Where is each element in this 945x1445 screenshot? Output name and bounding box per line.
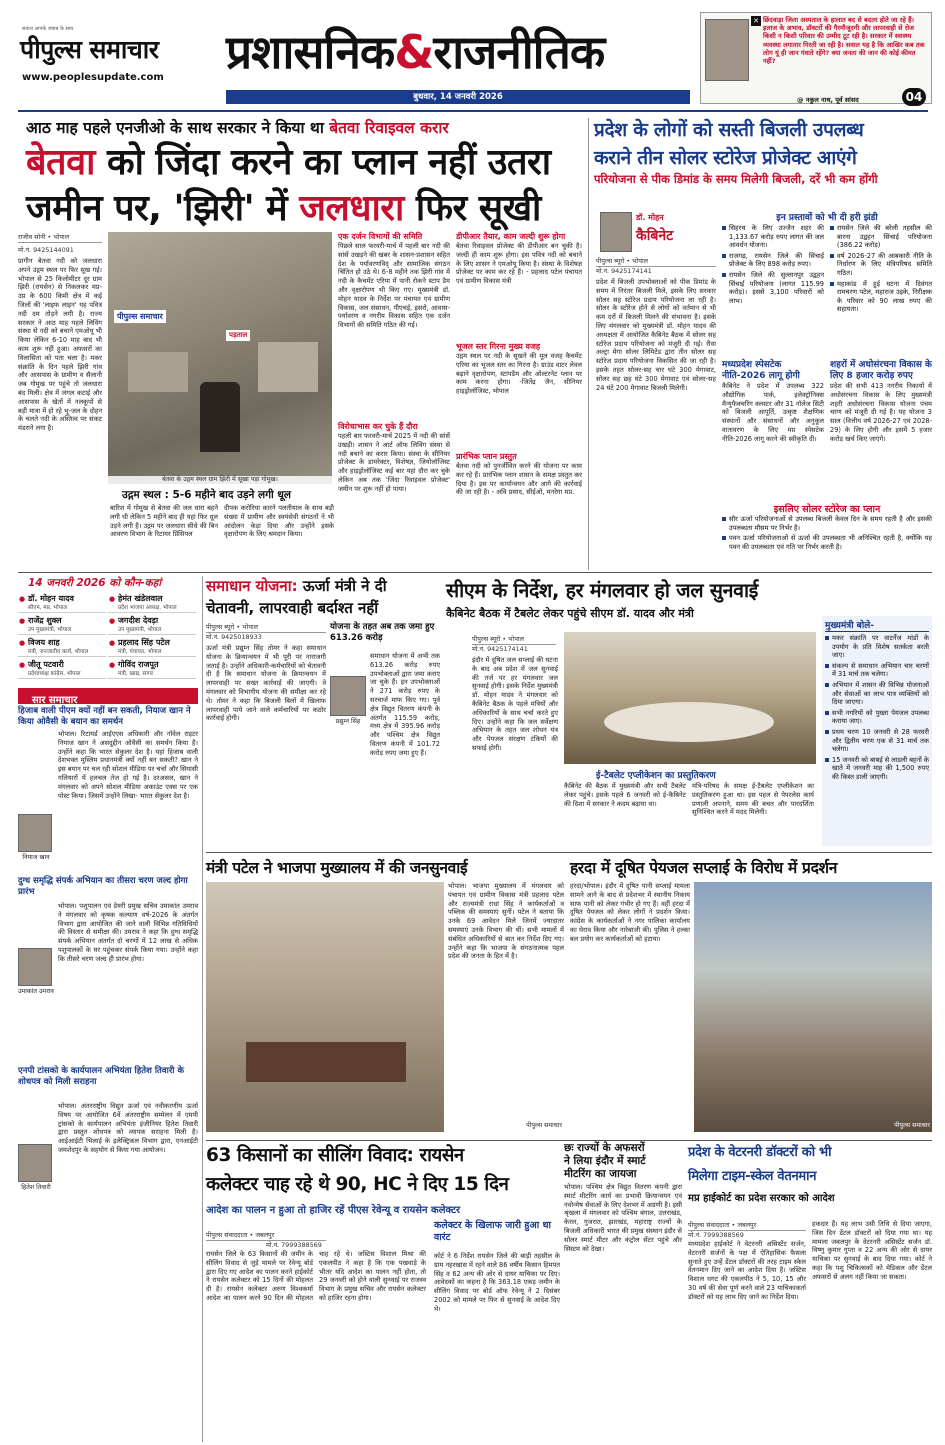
kisan-story — [206, 1142, 560, 1442]
vet-headline-2: मिलेगा टाइम-स्केल वेतनमान — [688, 1169, 817, 1184]
urban-block — [830, 360, 932, 500]
betwa-story — [18, 114, 584, 568]
location-pin-icon: ● — [109, 661, 116, 669]
samadhan-mobile: मो.नं. 9425018933 — [206, 633, 262, 641]
brand-name: पीपुल्स समाचार — [20, 35, 159, 64]
patel-caption: पीपुल्स समाचार — [526, 1122, 562, 1129]
groundwater-sub: भूजल स्तर गिरना मुख्य वजह — [456, 342, 541, 351]
tomar-photo — [330, 676, 366, 716]
who-where-card — [18, 658, 106, 679]
cm-said-list — [825, 634, 929, 782]
vet-story — [688, 1142, 932, 1442]
saar-t1: भोपाल। रिटायर्ड आईएएस अधिकारी और नॉवेल राइटर नियाज खान ने असदुद्दीन ओवैसी का समर्थन किया है। उन्होंने कहा कि भारत सेकुलर देश है। यहां हिजाब वाली देशभक्त मुस्लिम प्रधानमंत्री क्यों नहीं बन सकती? खान ने इस बयान पर चल रही सोशल मीडिया पर चर्चा और सियासी गलियारों में हलचल तेज हो गई है। दरअसल, खान ने मंगलवार को अपने सोशल मीडिया अकाउंट एक्स पर एक पोस्ट किया। जिसमें उन्होंने लिखा- भारत सेकुलर देश है। — [58, 730, 198, 800]
hitesh-photo — [18, 1144, 52, 1182]
kisan-mobile: मो.नं. 7999388569 — [266, 1241, 322, 1249]
storage-sub: इसलिए सोलर स्टोरेज का प्लान — [773, 504, 881, 515]
samadhan-kicker: समाधान योजना: — [206, 577, 298, 595]
samadhan-side-text: समाधान योजना में अभी तक 613.26 करोड़ रुपए उपभोक्ताओं द्वारा जमा कराए जा चुके हैं। इन उपभोक्ताओं ने 271 करोड़ रुपए के सरचार्ज माफ किए गए। पूर्व क्षेत्र विद्युत वितरण कंपनी के अंतर्गत 115.59 करोड़, मध्य क्षेत्र में 395.96 करोड़ और पश्चिम क्षेत्र विद्युत वितरण कंपनी में 101.72 करोड़ रुपए जमा हुए हैं। — [370, 652, 440, 757]
who-place: प्रदेश भाजपा अध्यक्ष, भोपाल — [118, 605, 177, 611]
cm-said-box — [822, 616, 932, 846]
samadhan-byline: पीपुल्स ब्यूरो • भोपाल — [206, 622, 326, 633]
betwa-col3 — [456, 232, 582, 568]
samadhan-side-head: योजना के तहत अब तक जमा हुए 613.26 करोड़ — [330, 622, 435, 643]
who-place: मंत्री, जनजातीय कार्य, भोपाल — [28, 649, 89, 655]
cm-said-title: मुख्यमंत्री बोले- — [825, 618, 929, 632]
betwa-photo-caption: बेतवा के उद्गम स्थल ग्राम झिरी में सूखा पड़ा गोमुख। — [108, 476, 332, 484]
betwa-headline-2-red: जलधारा — [299, 188, 404, 229]
smart-headline-1: छः राज्यों के अफसरों — [564, 1142, 645, 1154]
samadhan-side-text-more — [330, 732, 440, 842]
cm-jal-bottom-left: कैबिनेट की बैठक में मुख्यमंत्री और सभी टैबलेट लेकर पहुंचे। इसके पहले 6 जनवरी को ई-कैबिनेट की दिशा में सरकार ने कदम बढ़ाया था। — [564, 782, 686, 808]
betwa-author: राजीव सोनी • भोपाल — [18, 232, 102, 243]
umrav-photo — [18, 948, 52, 986]
who-name: गोविंद राजपूत — [118, 660, 159, 669]
proposals-title: इन प्रस्तावों को भी दी हरी झंडी — [776, 213, 878, 223]
proposal-item: वर्ष 2026-27 की आबकारी नीति के निर्धारण के लिए मंत्रिपरिषद समिति गठित। — [830, 252, 932, 278]
cm-photo — [600, 212, 632, 252]
saar-t2: भोपाल। पशुपालन एवं डेयरी प्रमुख सचिव उमाकांत उमराव ने मंगलवार को कृषक कल्याण वर्ष-2026 के अंतर्गत विभाग द्वारा आयोजित की जाने वाली विभिन्न गतिविधियों की विस्तार से समीक्षा की। उमराव ने कहा कि दुग्ध समृद्धि संपर्क अभियान अंतर्गत दो चरणों में 12 लाख से अधिक पशुपालकों के घर पहुंचकर संपर्क किया गया। उन्होंने कहा कि तीसरे चरण जल्द ही प्रारंभ होगा। — [58, 902, 198, 963]
who-where-card — [108, 614, 196, 635]
who-place: मंत्री, खाद्य, सागर — [118, 671, 154, 677]
betwa-col1 — [18, 232, 102, 562]
location-pin-icon: ● — [19, 661, 26, 669]
who-where-card — [18, 592, 106, 613]
proposals-box — [722, 210, 932, 360]
gomukh-opening — [200, 382, 240, 452]
column-divider — [202, 576, 203, 1442]
location-pin-icon: ● — [109, 639, 116, 647]
quote-text: छिंदवाड़ा जिला अस्पताल के हालात बद से बदतर होते जा रहे हैं। इलाज के अभाव, डॉक्टरों की गैरमौजूदगी और लापरवाही से रोज किसी न किसी परिवार की उम्मीद टूट रही है। सरकार में स्वास्थ्य व्यवस्था लगातार गिरती जा रही है। सवाल यह है कि आखिर कब तक लोग यूं ही जान गंवाते रहेंगे? क्या जनता की जान की कोई कीमत नहीं? — [763, 16, 925, 66]
photo-stamp-label: पड़ताल — [226, 330, 250, 341]
umrav-caption: उमाकांत उमराव — [18, 988, 54, 995]
betwa-headline-1 — [26, 136, 551, 185]
committee-sub: एक दर्जन विभागों की समिति — [338, 232, 423, 241]
betwa-headline-2 — [26, 182, 541, 231]
betwa-headline-2b: फिर सूखी — [415, 188, 541, 229]
dpr-text: बेतवा रिवाइवल प्रोजेक्ट की डीपीआर बन चुकी है। जल्दी ही काम शुरू होगा। इस पवित्र नदी को बचाने के लिए शासन ने एमओयू किया है। संस्था के विशेषज्ञ प्रोजेक्ट पर काम कर रहे हैं। - प्रहलाद पटेल पंचायत एवं ग्रामीण विकास मंत्री — [456, 242, 582, 286]
solar-story — [594, 114, 932, 570]
samadhan-headline-2: चेतावनी, लापरवाही बर्दाश्त नहीं — [206, 599, 379, 617]
harda-headline: हरदा में दूषित पेयजल सप्लाई के विरोध में प्रदर्शन — [570, 859, 838, 877]
who-place: उप मुख्यमंत्री, भोपाल — [118, 627, 162, 633]
vet-body: मध्यप्रदेश हाईकोर्ट ने वेटरनरी असिस्टेंट सर्जन, वेटरनरी सर्जनों के पक्ष में ऐतिहासिक फैसला सुनाते हुए उन्हें डेंटल डॉक्टरों की तरह टाइम स्केल वेतनमान दिए जाने का आदेश दिया है। जस्टिस विशाल धगट की एकलपीठ ने 5, 10, 15 और 30 वर्ष की सेवा पूर्ण करने वाले 23 याचिकाकर्ता डॉक्टरों को यह लाभ दिए जाने का निर्देश दिया। — [688, 1240, 806, 1301]
cm-jal-headline: सीएम के निर्देश, हर मंगलवार हो जल सुनवाई — [446, 579, 758, 602]
saar-section — [18, 688, 198, 1440]
cm-jal-story — [446, 576, 932, 848]
cabinet-table — [604, 702, 774, 742]
betwa-mobile: मो.नं. 9425144091 — [18, 246, 74, 254]
who-place: सीएम, मप्र, भोपाल — [28, 605, 68, 611]
cm-jal-mobile: मो.नं. 9425174141 — [472, 645, 528, 653]
dpr-sub: डीपीआर तैयार, काम जल्दी शुरू होगा — [456, 232, 566, 241]
location-pin-icon: ● — [19, 639, 26, 647]
saar-title: सार समाचार — [32, 695, 78, 706]
committee-text: पिछले साल फरवरी-मार्च में पहली बार नदी की सांसें उखड़ने की खबर के शासन-प्रशासन सहित देश के पर्यावरणविद् और सामाजिक संगठन चिंतित हो उठे थे। 6-8 महीने तक झिरी गांव में नदी के कैचमेंट एरिया में पानी रोकने स्टाप डैम और वृक्षारोपण भी किए गए। मुख्यमंत्री डॉ. मोहन यादव के निर्देश पर पंचायत एवं ग्रामीण विकास, जल संसाधन, पीएचई, इसरो, आवास-पर्यावरण व नगरीय विकास सहित एक दर्जन विभागों की समिति गठित की गई। — [338, 242, 450, 330]
origin-text-2: दीपक करोरिया कारने पलतीयाल के साथ बड़ी संख्या में ग्रामीण और स्वयंसेवी संगठनों ने भी आंदोलन केड़ा दिया और उन्होंने इसके वृक्षारोपण के लिए श्रमदान किया। — [224, 504, 334, 539]
section-title-part1: प्रशासनिक — [226, 25, 395, 79]
proposals-left-list — [722, 224, 824, 305]
tomar-caption: प्रद्युम्न सिंह — [335, 718, 361, 725]
who-where-card — [108, 658, 196, 679]
solar-deck: परियोजना से पीक डिमांड के समय मिलेगी बिजली, दरें भी कम होंगी — [594, 172, 878, 186]
patel-story — [206, 856, 564, 1138]
storage-item: पवन ऊर्जा परियोजनाओं से ऊर्जा की उपलब्धता भी अनिश्चित रहती है, क्योंकि यह पवन की उपलब्धता एवं गति पर निर्भर करती है। — [722, 534, 932, 551]
patel-body: भोपाल। भाजपा मुख्यालय में मंगलवार को पंचायत एवं ग्रामीण विकास मंत्री प्रहलाद पटेल और राज्यमंत्री राधा सिंह ने कार्यकर्ताओं व पब्लिक की समस्याएं सुनीं। पटेल ने बताया कि उनके 69 आवेदन मिले जिनमें ज्यादातर समस्याएं उनके विभाग की थीं। सभी मामलों में संबंधित अधिकारियों से बात कर निर्देश दिए गए। उन्होंने कहा कि भाजपा के संगठनात्मक पहल प्रदेश की जनता के हित में है। — [448, 882, 564, 961]
cm-said-item: प्रथम चरण 10 जनवरी से 28 फरवरी और द्वितीय चरण एक से 31 मार्च तक चलेगा। — [825, 728, 929, 754]
storage-list — [722, 515, 932, 551]
brand-tagline: सवाल आपके जवाब के साथ — [22, 26, 74, 32]
cm-said-item: 15 जनवरी को बाबई से लाडली बहनों के खाते में जनवरी माह की 1,500 रुपए की किस्त डाली जाएगी। — [825, 756, 929, 782]
who-where-title: 14 जनवरी 2026 को कौन-कहां — [28, 577, 162, 589]
location-pin-icon: ● — [109, 617, 116, 625]
harda-photo — [694, 882, 932, 1132]
location-pin-icon: ● — [19, 617, 26, 625]
who-place: मंत्री, पंचायत, भोपाल — [118, 649, 162, 655]
groundwater-text: उद्गम स्थल पर नदी के सूखने की मूल वजह कैचमेंट एरिया का भूजल स्तर का गिरना है। ग्राउंड वाटर लेवल बढ़ाने वृक्षारोपण, स्टापडैम और ऑल्टरनेट प्लान पर काम करना होगा। -जितेंद्र जैन, सीनियर हाइड्रोलॉजिस्ट, भोपाल — [456, 352, 582, 396]
cabinet-photo — [564, 632, 816, 764]
who-place: प्रदेशाध्यक्ष कांग्रेस, भोपाल — [28, 671, 81, 677]
solar-headline-1: प्रदेश के लोगों को सस्ती बिजली उपलब्ध — [594, 119, 864, 141]
date-text: बुधवार, 14 जनवरी 2026 — [413, 92, 503, 102]
horizontal-rule — [206, 852, 932, 853]
brand-logo[interactable] — [20, 32, 158, 66]
niyaz-photo — [18, 814, 52, 852]
who-place: उप मुख्यमंत्री, भोपाल — [28, 627, 72, 633]
plan-text: बेतवा नदी को पुनर्जीवित करने की योजना पर काम कर रहे हैं। प्रारंभिक प्लान शासन के समक्ष प्रस्तुत कर दिया है। इस पर कार्यान्वयन और आगे की कार्रवाई की जा रही है। - अवि प्रसाद, सीईओ, मनरेगा मप्र. — [456, 462, 582, 497]
vet-mobile: मो.नं. 7999388569 — [688, 1231, 744, 1239]
who-where-card — [108, 636, 196, 657]
vet-body-2: हकदार हैं। यह लाभ उसी तिथि से दिया जाएगा, जिस दिन डेंटल डॉक्टरों को दिया गया था। यह मामला जबलपुर के वेटरनरी असिस्टेंट सर्जन डॉ. विष्णु कुमार गुप्ता व 22 अन्य की ओर से दायर याचिका पर सुनवाई के बाद दिया गया। कोर्ट ने कहा कि पशु चिकित्सकों को मेडिकल और डेंटल अफसरों से अलग नहीं किया जा सकता। — [812, 1220, 932, 1281]
saar-t3: भोपाल। अंतरराष्ट्रीय विद्युत ऊर्जा एवं नवीकरणीय ऊर्जा विषय पर आयोजित 6वें अंतरराष्ट्रीय सम्मेलन में एमपी ट्रांसको के कार्यपालन अभियंता इंजीनियर हितेश तिवारी द्वारा प्रस्तुत शोधपत्र को व्यापक सराहना मिली है। आईआईटी भिलाई के इलेक्ट्रिकल विभाग द्वारा, एनआईटी जमशेदपुर के सहयोग से किया गया आयोजन। — [58, 1102, 198, 1154]
samadhan-body: ऊर्जा मंत्री प्रद्युम्न सिंह तोमर ने कहा समाधान योजना के क्रियान्वयन में भी पूरी पर नाराजगी जताई है। उन्होंने अधिकारी-कर्मचारियों को चेतावनी दी है कि समाधान योजना के क्रियान्वयन में लापरवाही पर सख्त कार्रवाई की जाएगी। वे मंगलवार को विभागीय योजना की समीक्षा कर रहे थे। तोमर ने कहा कि बिजली बिलों में खिलाफ लापरवाही पाये जाने वाले कर्मचारियों पर कठोर कार्रवाई होगी। — [206, 644, 326, 723]
x-logo-icon: ✕ — [751, 16, 761, 26]
who-where-card — [18, 636, 106, 657]
patel-photo — [206, 882, 444, 1132]
cm-said-item: सभी नगरियों को पुख्ता पेयजल उपलब्ध कराया जाए। — [825, 709, 929, 726]
spacetech-sub: मध्यप्रदेश स्पेसटेक नीति-2026 लागू होगी — [722, 360, 800, 381]
contradiction-sub: विरोधाभास कर चुके हैं दौरा — [338, 422, 418, 431]
cm-jal-deck: कैबिनेट बैठक में टैबलेट लेकर पहुंचे सीएम डॉ. यादव और मंत्री — [446, 607, 694, 620]
who-where-card — [108, 592, 196, 613]
cm-jal-body: इंदौर में दूषित जल सप्लाई की घटना के बाद अब प्रदेश में जल सुनवाई की तर्ज पर हर मंगलवार जल सुनवाई होगी। इसके निर्देश मुख्यमंत्री डॉ. मोहन यादव ने मंगलवार को कैबिनेट बैठक के पहले मंत्रियों और अधिकारियों के साथ चर्चा करते हुए दिए। उन्होंने कहा कि जल सर्वेक्षण अभियान के तहत जल शोधन यंत्र और पेयजल संरक्षण टंकियों की सफाई होगी। — [472, 656, 558, 752]
vet-byline: पीपुल्स संवाददाता • जबलपुर — [688, 1220, 806, 1231]
photo-stamp-logo: पीपुल्स समाचार — [114, 310, 166, 323]
site-url[interactable]: www.peoplesupdate.com — [22, 72, 164, 83]
proposals-right-list — [830, 224, 932, 314]
proposal-item: महाकांड में हुई घटना में दिवंगत रामचरण पटेल, महाराज उइके, निरीक्षक के परिवार को 90 लाख रुपए की सहायता। — [830, 280, 932, 314]
harda-caption: पीपुल्स समाचार — [894, 1122, 930, 1129]
kisan-headline-1: 63 किसानों का सीलिंग विवाद: रायसेन — [206, 1145, 464, 1166]
masthead — [0, 0, 945, 114]
plan-sub: प्रारंभिक प्लान प्रस्तुत — [456, 452, 517, 461]
quote-box — [700, 12, 932, 104]
urban-text: प्रदेश की सभी 413 नगरीय निकायों में अधोसंरचना विकास के लिए मुख्यमंत्री शहरी अधोसंरचना विकास योजना पंचम चरण को मंजूरी दी गई है। यह योजना 3 साल (वित्तीय वर्ष 2026-27 एवं 2028-29) के लिए होगी और इसमें 5 हजार करोड़ खर्च किए जाएंगे। — [830, 382, 932, 443]
smart-headline-3: मीटरिंग का जायजा — [564, 1168, 637, 1180]
betwa-photo — [108, 232, 332, 484]
cm-label: कैबिनेट — [636, 228, 674, 244]
date-bar — [226, 90, 690, 104]
horizontal-rule — [206, 1140, 932, 1141]
stone-step — [128, 352, 188, 392]
kisan-headline-2: कलेक्टर चाह रहे थे 90, HC ने दिए 15 दिन — [206, 1174, 509, 1195]
contradiction-text: पहली बार फरवरी-मार्च 2025 में नदी की सांसें उखड़ी। शासन ने आर्ट ऑफ लिविंग संस्था से नदी बचाने का करार किया। संस्था के सीनियर प्रोजेक्ट के डायरेक्टर, विशेषज्ञ, जियोलॉजिस्ट और हाइड्रोलॉजिस्ट कई बार यहां दौरा कर चुके लेकिन अब तक 'जिंदा रिवाइवल प्रोजेक्ट' जमीन पर शुरू नहीं हो पाया। — [338, 432, 450, 493]
cm-jal-byline: पीपुल्स ब्यूरो • भोपाल — [472, 634, 556, 645]
kisan-side-text: कोर्ट ने 6 निर्देश रायसेन जिले की बाड़ी तहसील के ग्राम नहरखास में रहने वाले 86 वर्षीय किसान हिमपत सिंह व 62 अन्य की ओर से दायर याचिका पर दिए। आवेदकों का कहना है कि 363.18 एकड़ जमीन के सीलिंग विवाद पर बोर्ड ऑफ रेवेन्यू ने 2 दिसंबर 2002 को मामले पर फिर से सुनवाई के आदेश दिए थे। — [434, 1252, 560, 1313]
origin-label: उद्गम स्थल : 5-6 महीने बाद उड़ने लगी धूल — [122, 489, 291, 501]
quote-author-photo — [705, 19, 749, 81]
samadhan-headline-1 — [206, 576, 440, 596]
who-name: विजय शाह — [28, 638, 60, 647]
betwa-kicker-text: आठ माह पहले एनजीओ के साथ सरकार ने किया था — [26, 119, 324, 137]
kisan-side-head: कलेक्टर के खिलाफ जारी हुआ था वारंट — [434, 1220, 552, 1243]
cm-jal-caption: ई-टैबलेट एप्लीकेशन का प्रस्तुतिकरण — [596, 771, 716, 781]
who-where-card — [18, 614, 106, 635]
who-name: प्रहलाद सिंह पटेल — [118, 638, 170, 647]
section-title-amp: & — [394, 25, 434, 79]
saar-h2: दुग्ध समृद्धि संपर्क अभियान का तीसरा चरण जल्द होगा प्रारंभ — [18, 876, 188, 897]
solar-headline-2: कराने तीन सोलर स्टोरेज प्रोजेक्ट आएंगे — [594, 147, 857, 169]
smart-meter-story — [564, 1142, 682, 1442]
kisan-body: रायसेन जिले के 63 किसानों की जमीन के सीलिंग विवाद से जुड़े मामले पर रेवेन्यू बोर्ड द्वारा दिए गए आदेश का पालन करने हाईकोर्ट ने रायसेन कलेक्टर को 15 दिनों की मोहलत दी है। रायसेन कलेक्टर अरुण विश्वकर्मा आदेश का पालन करने 90 दिन की मोहलत चाह रहे थे। जस्टिस विशाल मिश्रा की एकलपीठ ने कहा है कि एक पखवाड़े के भीतर यदि आदेश का पालन नहीं होता, तो 29 जनवरी को होने वाली सुनवाई पर राजस्व विभाग के प्रमुख सचिव और रायसेन कलेक्टर को हाजिर रहना होगा। — [206, 1250, 426, 1302]
vet-deck: मप्र हाईकोर्ट का प्रदेश सरकार को आदेश — [688, 1193, 835, 1204]
who-name: जीतू पटवारी — [28, 660, 64, 669]
patel-desk — [246, 1042, 406, 1082]
section-title-part2: राजनीतिक — [433, 25, 605, 79]
samadhan-story — [206, 576, 440, 848]
quote-author: @ नकुल नाथ, पूर्व सांसद — [797, 96, 859, 104]
page-number: 04 — [902, 88, 926, 106]
proposal-item: राजगढ़, रायसेन जिले की सिंचाई प्रोजेक्ट के लिए 898 करोड़ रुपए। — [722, 252, 824, 269]
saar-h1: हिजाब वाली पीएम क्यों नहीं बन सकती, नियाज खान ने किया ओवैसी के बयान का समर्थन — [18, 706, 191, 727]
proposal-item: रायसेन जिले की बरेली तहसील की बारना उद्वहन सिंचाई परियोजना (386.22 करोड़) — [830, 224, 932, 250]
storage-block — [722, 502, 932, 568]
cm-said-item: संकल्प से समाधान अभियान चार चरणों में 31 मार्च तक चलेगा। — [825, 662, 929, 679]
spacetech-block — [722, 360, 824, 500]
samadhan-h1: ऊर्जा मंत्री ने दी — [302, 577, 387, 595]
betwa-headline-text: को जिंदा करने का प्लान नहीं उतरा — [106, 142, 551, 183]
horizontal-rule — [18, 572, 932, 573]
niyaz-caption: नियाज खान — [22, 854, 50, 861]
betwa-headline-2a: जमीन पर, 'झिरी' में — [26, 188, 288, 229]
stone-step — [258, 342, 318, 392]
vet-headline-1: प्रदेश के वेटरनरी डॉक्टरों को भी — [688, 1145, 832, 1160]
proposal-item: रायसेन जिले की सुल्तानपुर उद्वहन सिंचाई परियोजना (लागत 115.99 करोड़)। इससे 3,100 परिवारों को लाभ। — [722, 271, 824, 305]
betwa-kicker-red: बेतवा रिवाइवल करार — [329, 119, 449, 137]
cm-jal-bottom-right: मंत्रि-परिषद के समक्ष ई-टैबलेट एप्लीकेशन का प्रस्तुतिकरण हुआ था। इस पहल से पेपरलेस कार्य प्रणाली अपनाने, समय की बचत और पारदर्शिता सुनिश्चित करने में मदद मिलेगी। — [692, 782, 814, 817]
origin-text: बारिश में गोमुख से बेतवा की जल धारा बहने लगी थी लेकिन 5 महीने बाद ही यहां फिर धूल उड़ने लगी है। उद्गम पर जलधारा सीधे की बिन आवरण विभाग के रिटायर प्रिंसिपल — [110, 504, 218, 539]
solar-mobile: मो.नं. 9425174141 — [596, 267, 652, 275]
who-where-box — [18, 576, 198, 684]
harda-body: हरदा/भोपाल। इंदौर में दूषित पानी सप्लाई मामला सामने आने के बाद से प्रदेशभर में स्थानीय निकाय साफ पानी को लेकर गंभीर हो गए हैं। वहीं हरदा में दूषित पेयजल को लेकर लोगों ने प्रदर्शन किया। कांग्रेस के कार्यकर्ताओं ने नगर पालिका कार्यालय का घेराव किया और नारेबाजी की। पुलिस ने हल्का बल प्रयोग कर कार्यकर्ताओं को हटाया। — [570, 882, 690, 943]
proposals-right — [830, 224, 932, 316]
section-title — [226, 20, 604, 82]
kisan-deck: आदेश का पालन न हुआ तो हाजिर रहें पीएस रेवेन्यू व रायसेन कलेक्टर — [206, 1205, 461, 1216]
cm-name: डॉ. मोहन — [636, 213, 664, 222]
saar-h3: एनपी टांसको के कार्यपालन अभियंता हितेश तिवारी के शोधपत्र को मिली सराहना — [18, 1066, 184, 1087]
solar-byline: पीपुल्स ब्यूरो • भोपाल — [596, 256, 716, 267]
kisan-byline: पीपुल्स संवाददाता • जबलपुर — [206, 1230, 326, 1241]
saar-title-bar — [18, 688, 198, 704]
who-name: जगदीश देवड़ा — [118, 616, 159, 625]
spacetech-text: कैबिनेट ने प्रदेश में उपलब्ध 322 औद्योगिक पार्क, इलेक्ट्रॉनिक्स मैन्युफैक्चरिंग क्लस्टर और 31 नॉलेज सिटी को बिजली आपूर्ति, उत्कृष्ट शैक्षणिक संस्थानों और संसाधनों और अनुकूल वातावरण के लिए मप्र स्पेसटेक नीति-2026 लागू करने की स्वीकृति दी। — [722, 382, 824, 443]
cm-said-item: अभियान में शासन की विभिन्न योजनाओं और सेवाओं का लाभ पात्र व्यक्तियों को दिया जाएगा। — [825, 681, 929, 707]
betwa-headline-red: बेतवा — [26, 142, 95, 183]
proposal-item: सिहरथ के लिए उज्जैन शहर की 1,133.67 करोड़ रुपए लागत की जल आवर्धन योजना। — [722, 224, 824, 250]
patel-headline: मंत्री पटेल ने भाजपा मुख्यालय में की जनसुनवाई — [206, 859, 468, 877]
urban-sub: शहरों में अधोसंरचना विकास के लिए 8 हजार करोड़ रुपए — [830, 360, 932, 381]
betwa-kicker — [26, 116, 449, 138]
who-name: डॉ. मोहन यादव — [28, 594, 74, 603]
masthead-rule — [18, 110, 928, 112]
who-name: हेमंत खंडेलवाल — [118, 594, 163, 603]
harda-story — [570, 856, 932, 1138]
hitesh-caption: हितेश तिवारी — [21, 1184, 51, 1191]
location-pin-icon: ● — [19, 595, 26, 603]
solar-body: प्रदेश में बिजली उपभोक्ताओं को पीक डिमांड के समय में निरंतर बिजली मिले, इसके लिए सरकार सोलर सह स्टोरेज प्रदाय परियोजना ला रही है। सोलर के स्टोरेज होने से लोगों को वर्तमान से भी कम दरों में बिजली मिलने की संभावना है। इसके लिए मंगलवार को मुख्यमंत्री डॉ. मोहन यादव की अध्यक्षता में आयोजित कैबिनेट बैठक में सोलर सह स्टोरेज प्रदाय परियोजना को मंजूरी दी गई। रीवा अल्ट्रा मेगा सोलर लिमिटेड द्वारा तीन सोलर सह स्टोरेज प्रदाय परियोजना विकसित की जा रही है। इसके तहत सोलर-सह चार घंटे 300 मेगावाट, सोलर सह छह घंटे 300 मेगावाट एवं सोलर-सह 24 घंटे 200 मेगावाट बिजली मिलेगी। — [596, 278, 716, 392]
storage-item: सौर ऊर्जा परियोजनाओं से उपलब्ध बिजली केवल दिन के समय रहती है और इसकी उपलब्धता मौसम पर निर्भर है। — [722, 515, 932, 532]
smart-headline-2: ने लिया इंदौर में स्मार्ट — [564, 1155, 646, 1167]
location-pin-icon: ● — [109, 595, 116, 603]
proposals-left — [722, 224, 824, 307]
who-name: राजेंद्र शुक्ल — [28, 616, 62, 625]
cm-said-item: मकर संक्रांति पर वाटर्नेज मांडों के उपयोग के प्रति विशेष सतर्कता बरती जाए। — [825, 634, 929, 660]
column-divider — [588, 118, 589, 570]
betwa-col2 — [338, 232, 450, 568]
betwa-body: प्रागीन बेतवा नदी को जलधारा अपने उद्गम स्थल पर फिर सूख गई। भोपाल से 25 किलोमीटर दूर ग्राम झिरी (रायसेन) से निकलकर मप्र-उप्र के 600 किमी क्षेत्र में कई जिलों की 'लाइफ लाइन' यह पवित्र नदी दम तोड़ने लगी है। राज्य सरकार ने आठ माह पहले लिविंग संस्था से नदी को बचाने एमओयू भी किया लेकिन 6-10 माह बाद भी काम शुरू नहीं हुआ। अफसरों का विलासिता को पता चला है। मकर संक्रांति के दिन पहले झिरी गांव और आसपास के ग्रामीण व सैलानी जब गोमुख पर पहुंचे तो जलधारा बंद मिली। क्षेत्र में जंगल कटाई और आसपास के खेतों में नलकूपों से बड़ी मात्रा में हो रहे भू-जल के दोहन के चलते नदी के अस्तित्व पर संकट मंडराने लगा है। — [18, 257, 102, 433]
smart-body: भोपाल। पश्चिम क्षेत्र विद्युत वितरण कंपनी द्वारा स्मार्ट मीटरिंग कार्य का प्रभावी क्रियान्वयन एवं नवोन्मेष सेवाओं के लिए देशभर में अग्रणी है। इसी श्रृंखला में मंगलवार को पश्चिम बंगाल, उत्तराखंड, केरल, गुजरात, झारखंड, महाराष्ट्र राज्यों के बिजली अधिकारी भारत की प्रमुख संस्थान इंदौर से सोलर स्मार्ट मीटर और कंट्रोल सेंटर पहुंचे और सिस्टम को देखा। — [564, 1183, 682, 1253]
